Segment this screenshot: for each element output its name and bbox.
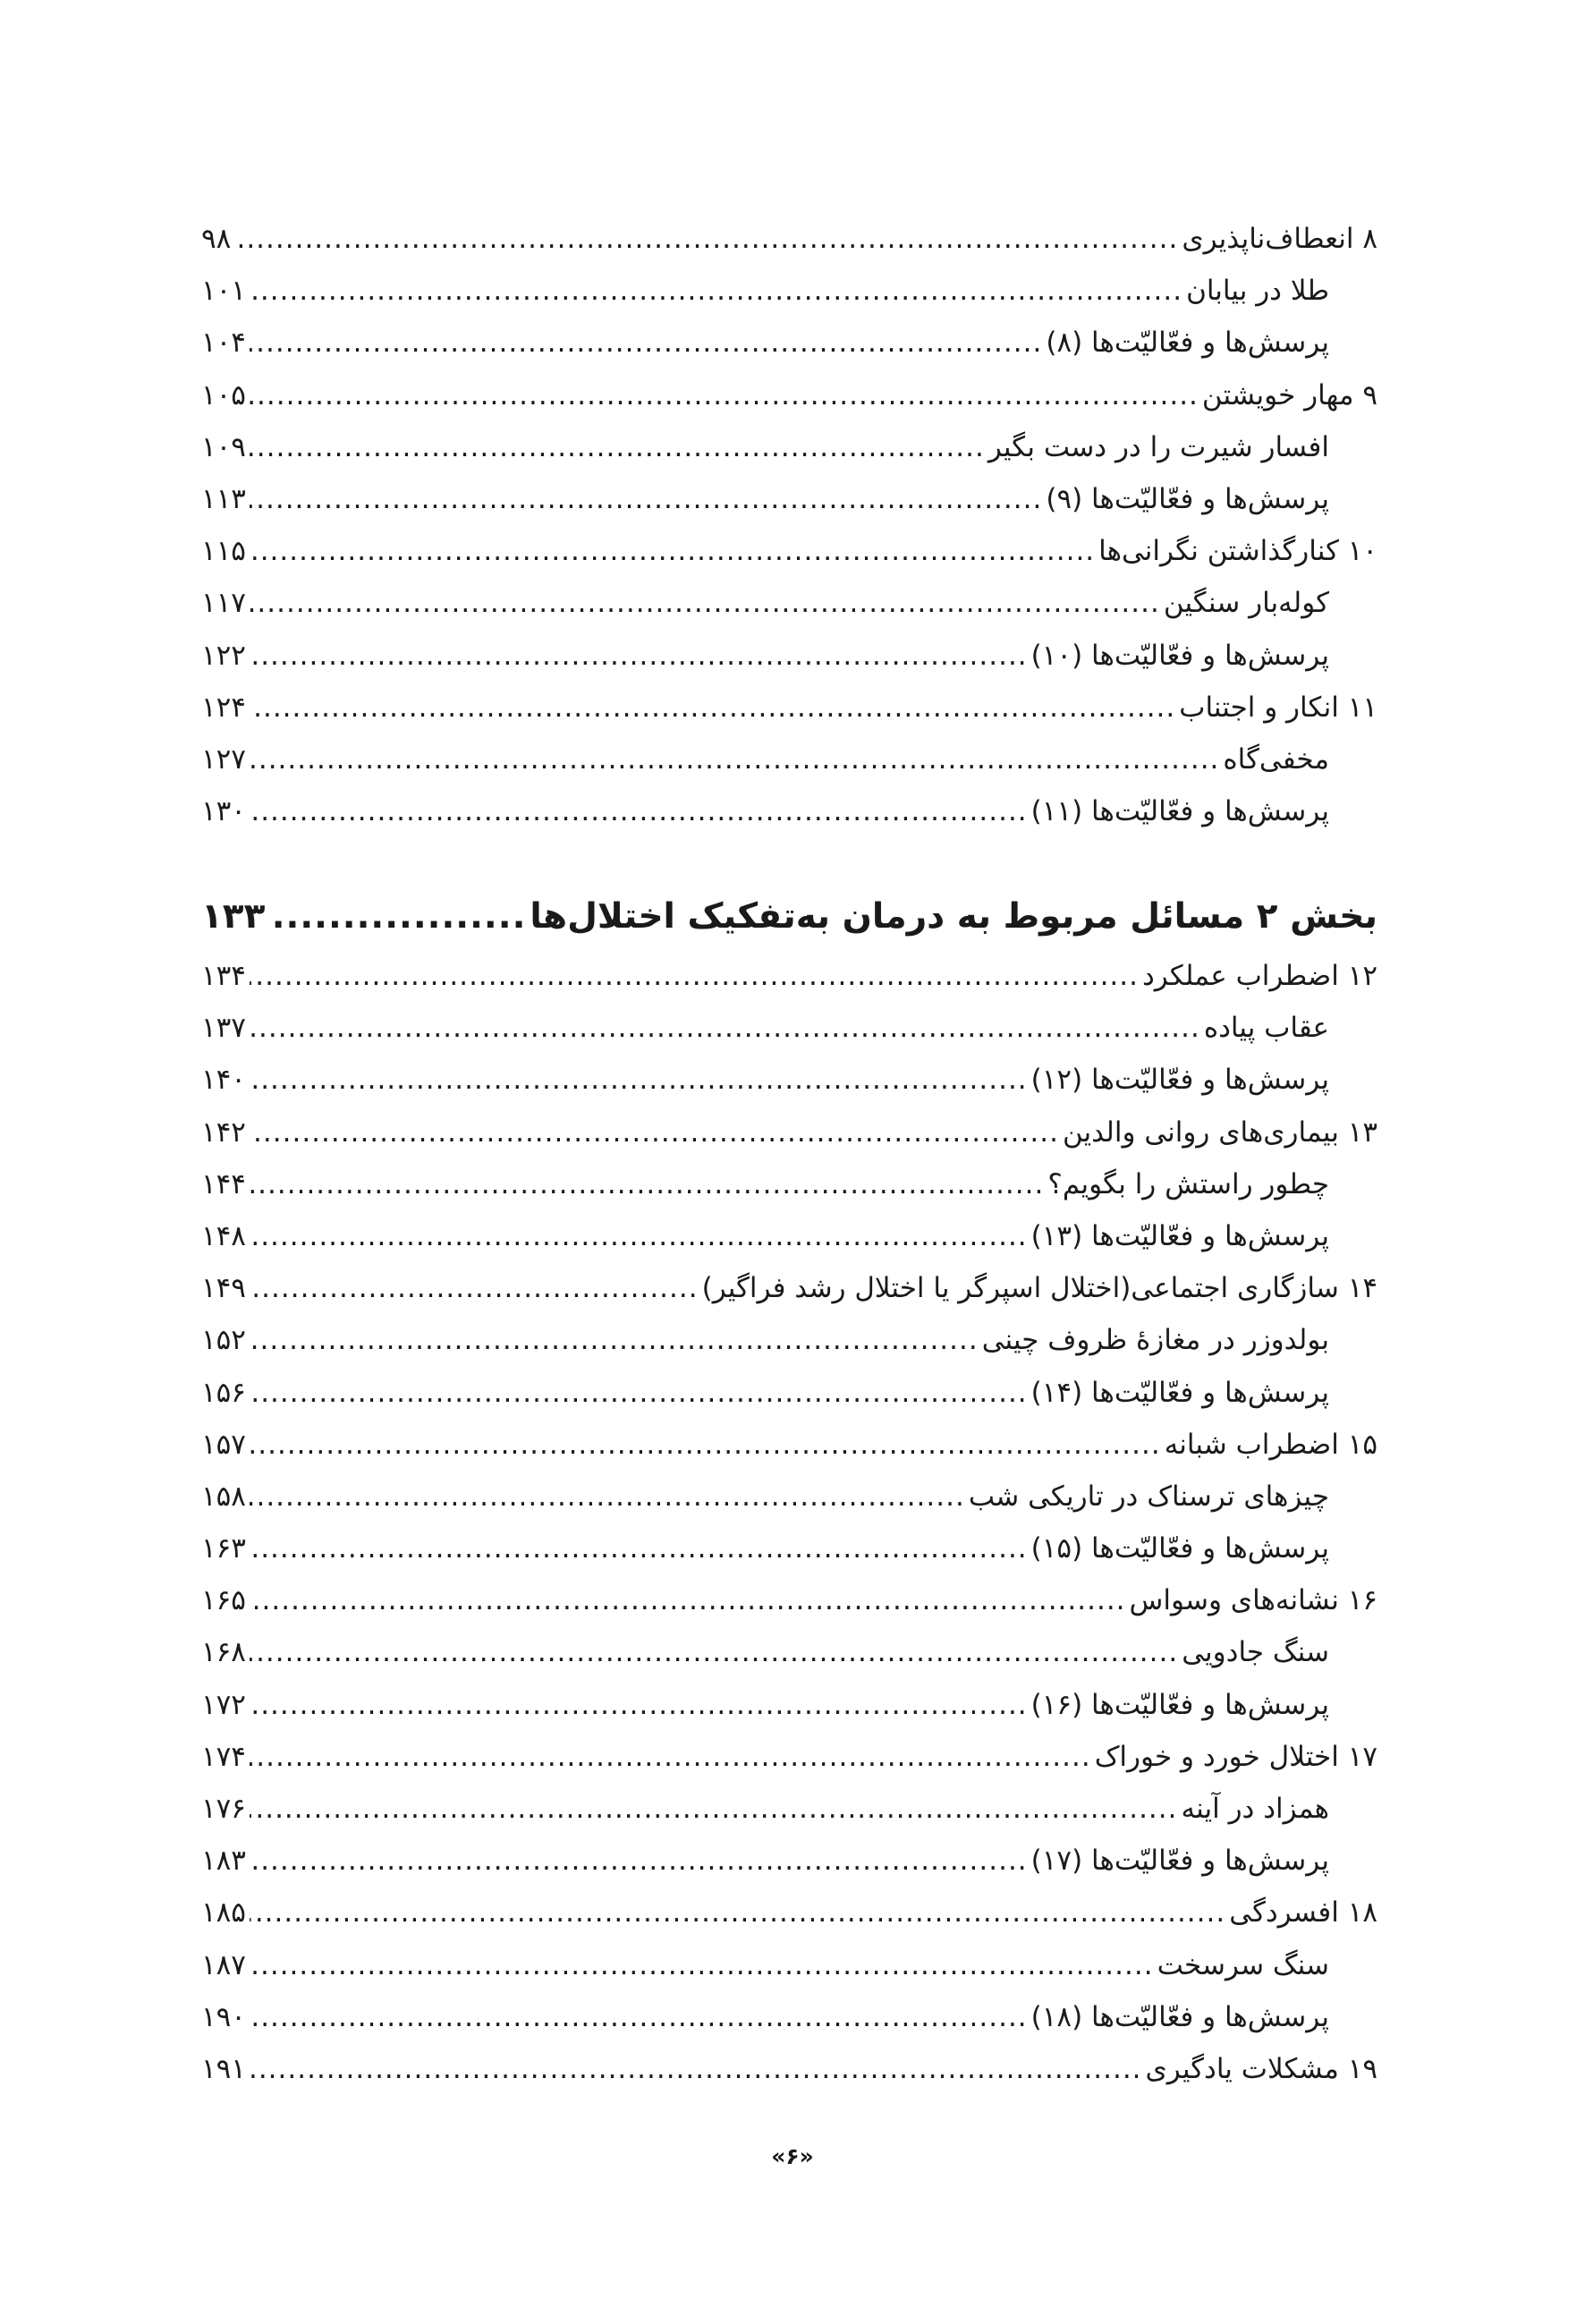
toc-entry-page: ۱۰۹ bbox=[201, 430, 246, 463]
dot-leader bbox=[250, 950, 1139, 1002]
toc-subentry bbox=[201, 1783, 1377, 1835]
toc-entry-page: ۱۸۳ bbox=[201, 1845, 246, 1878]
dot-leader bbox=[250, 265, 1182, 317]
toc-entry-title: عقاب پیاده bbox=[1203, 1012, 1329, 1045]
toc-entry-page: ۱۱۳ bbox=[201, 482, 246, 515]
dot-leader bbox=[250, 1679, 1028, 1731]
toc-subentry bbox=[201, 1054, 1377, 1106]
toc-entry-title: پرسش‌ها و فعّالیّت‌ها (۱۵) bbox=[1030, 1532, 1329, 1565]
toc-entry-title: ۱۸ افسردگی bbox=[1229, 1896, 1377, 1930]
part2-heading bbox=[201, 886, 1377, 948]
page-number: «۶» bbox=[771, 2143, 814, 2169]
toc-chapter-entry bbox=[201, 1419, 1377, 1471]
toc-chapter-entry bbox=[201, 1262, 1377, 1314]
dot-leader bbox=[250, 1991, 1028, 2043]
toc-entry-page: ۱۴۴ bbox=[201, 1167, 246, 1200]
toc-entry-page: ۱۲۷ bbox=[201, 742, 246, 776]
toc-entry-title: ۱۵ اضطراب شبانه bbox=[1164, 1428, 1377, 1461]
dot-leader bbox=[250, 2043, 1142, 2095]
toc-entry-page: ۱۴۲ bbox=[201, 1115, 246, 1149]
toc-entry-page: ۱۳۷ bbox=[201, 1012, 246, 1045]
toc-subentry bbox=[201, 317, 1377, 369]
toc-chapter-entry bbox=[201, 2043, 1377, 2095]
toc-chapter-entry bbox=[201, 369, 1377, 421]
part2-heading-page: ۱۳۳ bbox=[201, 896, 266, 937]
toc-entry-title: پرسش‌ها و فعّالیّت‌ها (۱۶) bbox=[1030, 1688, 1329, 1721]
dot-leader bbox=[250, 1210, 1028, 1262]
toc-entry-title: ۱۰ کنارگذاشتن نگرانی‌ها bbox=[1098, 535, 1377, 568]
toc-entry-page: ۱۷۲ bbox=[201, 1688, 246, 1721]
toc-subentry bbox=[201, 1002, 1377, 1054]
toc-entry-title: ۹ مهار خویشتن bbox=[1201, 378, 1377, 411]
toc-chapter-entry bbox=[201, 1887, 1377, 1938]
toc-chapter-entry bbox=[201, 213, 1377, 265]
toc-entry-page: ۱۸۷ bbox=[201, 1948, 246, 1981]
toc-entry-title: سنگ سرسخت bbox=[1157, 1948, 1329, 1981]
toc-entry-title: پرسش‌ها و فعّالیّت‌ها (۱۷) bbox=[1030, 1845, 1329, 1878]
toc-entry-page: ۱۳۰ bbox=[201, 795, 246, 828]
toc-entry-title: پرسش‌ها و فعّالیّت‌ها (۱۳) bbox=[1030, 1219, 1329, 1252]
toc-subentry bbox=[201, 1210, 1377, 1262]
dot-leader bbox=[250, 1471, 965, 1522]
toc-entry-page: ۱۱۷ bbox=[201, 587, 246, 620]
toc-entry-page: ۱۶۸ bbox=[201, 1636, 246, 1669]
toc-entry-title: پرسش‌ها و فعّالیّت‌ها (۱۰) bbox=[1030, 639, 1329, 672]
toc-entry-title: ۱۷ اختلال خورد و خوراک bbox=[1094, 1740, 1377, 1773]
toc-chapter-entry bbox=[201, 950, 1377, 1002]
dot-leader bbox=[250, 1939, 1154, 1991]
dot-leader bbox=[250, 734, 1219, 785]
dot-leader bbox=[250, 630, 1028, 682]
toc-entry-title: چطور راستش را بگویم؟ bbox=[1047, 1167, 1329, 1200]
dot-leader bbox=[250, 785, 1028, 837]
toc-entry-page: ۱۲۲ bbox=[201, 639, 246, 672]
toc-part2-list bbox=[201, 950, 1377, 2095]
toc-entry-page: ۱۰۱ bbox=[201, 275, 246, 308]
toc-chapter-entry bbox=[201, 1107, 1377, 1158]
toc-entry-page: ۹۸ bbox=[201, 223, 232, 255]
dot-leader bbox=[250, 421, 985, 473]
toc-subentry bbox=[201, 1991, 1377, 2043]
dot-leader bbox=[250, 525, 1095, 577]
toc-chapter-entry bbox=[201, 525, 1377, 577]
toc-entry-title: طلا در بیابان bbox=[1186, 275, 1329, 308]
toc-entry-page: ۱۵۷ bbox=[201, 1428, 246, 1461]
toc-entry-page: ۱۱۵ bbox=[201, 535, 246, 568]
dot-leader bbox=[250, 1419, 1161, 1471]
toc-subentry bbox=[201, 421, 1377, 473]
toc-subentry bbox=[201, 1835, 1377, 1887]
toc-subentry bbox=[201, 1679, 1377, 1731]
toc-subentry bbox=[201, 1471, 1377, 1522]
dot-leader bbox=[268, 886, 526, 948]
toc-entry-page: ۱۵۲ bbox=[201, 1324, 246, 1357]
toc-entry-title: پرسش‌ها و فعّالیّت‌ها (۱۲) bbox=[1030, 1064, 1329, 1097]
toc-subentry bbox=[201, 630, 1377, 682]
toc-entry-title: چیزهای ترسناک در تاریکی شب bbox=[968, 1480, 1329, 1513]
toc-entry-title: سنگ جادویی bbox=[1182, 1636, 1329, 1669]
dot-leader bbox=[250, 473, 1042, 525]
dot-leader bbox=[250, 1262, 699, 1314]
toc-entry-title: ۱۳ بیماری‌های روانی والدین bbox=[1062, 1115, 1377, 1149]
toc-entry-page: ۱۷۶ bbox=[201, 1793, 246, 1825]
dot-leader bbox=[250, 1783, 1178, 1835]
toc-entry-title: ۱۱ انکار و اجتناب bbox=[1179, 691, 1377, 724]
dot-leader bbox=[250, 317, 1042, 369]
toc-chapter-entry bbox=[201, 1731, 1377, 1783]
part2-heading-title: بخش ۲ مسائل مربوط به درمان به‌تفکیک اختلال‌ها bbox=[530, 896, 1377, 937]
toc-subentry bbox=[201, 1158, 1377, 1210]
toc-subentry bbox=[201, 577, 1377, 629]
toc-entry-page: ۱۰۵ bbox=[201, 378, 246, 411]
toc-entry-title: همزاد در آینه bbox=[1181, 1793, 1329, 1825]
dot-leader bbox=[250, 1314, 979, 1366]
toc-entry-page: ۱۶۳ bbox=[201, 1532, 246, 1565]
toc-entry-page: ۱۴۰ bbox=[201, 1064, 246, 1097]
toc-entry-page: ۱۸۵ bbox=[201, 1896, 246, 1930]
toc-subentry bbox=[201, 734, 1377, 785]
toc-entry-title: پرسش‌ها و فعّالیّت‌ها (۱۸) bbox=[1030, 2000, 1329, 2033]
toc-subentry bbox=[201, 473, 1377, 525]
toc-entry-page: ۱۵۶ bbox=[201, 1376, 246, 1409]
toc-entry-page: ۱۶۵ bbox=[201, 1584, 246, 1617]
toc-entry-title: کوله‌بار سنگین bbox=[1163, 587, 1329, 620]
toc-entry-title: ۱۶ نشانه‌های وسواس bbox=[1129, 1584, 1377, 1617]
dot-leader bbox=[250, 369, 1199, 421]
toc-entry-page: ۱۵۸ bbox=[201, 1480, 246, 1513]
toc-entry-page: ۱۴۸ bbox=[201, 1219, 246, 1252]
toc-subentry bbox=[201, 1626, 1377, 1678]
toc-entry-page: ۱۴۹ bbox=[201, 1272, 246, 1305]
dot-leader bbox=[250, 577, 1160, 629]
toc-entry-title: پرسش‌ها و فعّالیّت‌ها (۱۴) bbox=[1030, 1376, 1329, 1409]
dot-leader bbox=[250, 1522, 1028, 1574]
toc-subentry bbox=[201, 265, 1377, 317]
dot-leader bbox=[250, 1054, 1028, 1106]
toc-entry-title: پرسش‌ها و فعّالیّت‌ها (۹) bbox=[1046, 482, 1329, 515]
toc-continued-list bbox=[201, 213, 1377, 837]
dot-leader bbox=[250, 1002, 1200, 1054]
toc-entry-title: افسار شیرت را در دست بگیر bbox=[987, 430, 1329, 463]
dot-leader bbox=[234, 213, 1178, 265]
toc-entry-title: ۸ انعطاف‌ناپذیری bbox=[1182, 223, 1377, 255]
toc-entry-title: پرسش‌ها و فعّالیّت‌ها (۱۱) bbox=[1030, 795, 1329, 828]
dot-leader bbox=[250, 1626, 1178, 1678]
dot-leader bbox=[250, 1158, 1044, 1210]
dot-leader bbox=[250, 1574, 1126, 1626]
dot-leader bbox=[250, 682, 1175, 734]
dot-leader bbox=[250, 1107, 1059, 1158]
toc-entry-page: ۱۲۴ bbox=[201, 691, 246, 724]
toc-chapter-entry bbox=[201, 1574, 1377, 1626]
toc-chapter-entry bbox=[201, 682, 1377, 734]
toc-entry-page: ۱۳۴ bbox=[201, 960, 246, 992]
toc-entry-page: ۱۰۴ bbox=[201, 327, 246, 360]
toc-entry-title: ۱۴ سازگاری اجتماعی(اختلال اسپرگر یا اختلال رشد فراگیر) bbox=[701, 1272, 1377, 1305]
toc-subentry bbox=[201, 1367, 1377, 1419]
toc-subentry bbox=[201, 1522, 1377, 1574]
toc-entry-title: ۱۹ مشکلات یادگیری bbox=[1145, 2052, 1377, 2085]
toc-entry-page: ۱۷۴ bbox=[201, 1740, 246, 1773]
dot-leader bbox=[250, 1367, 1028, 1419]
toc-entry-title: پرسش‌ها و فعّالیّت‌ها (۸) bbox=[1046, 327, 1329, 360]
toc-entry-page: ۱۹۰ bbox=[201, 2000, 246, 2033]
toc-entry-title: مخفی‌گاه bbox=[1223, 742, 1329, 776]
toc-part2 bbox=[201, 886, 1377, 2095]
toc-subentry bbox=[201, 1314, 1377, 1366]
toc-entry-page: ۱۹۱ bbox=[201, 2052, 246, 2085]
toc-subentry bbox=[201, 785, 1377, 837]
toc-subentry bbox=[201, 1939, 1377, 1991]
toc-entry-title: بولدوزر در مغازهٔ ظروف چینی bbox=[981, 1324, 1329, 1357]
dot-leader bbox=[250, 1731, 1091, 1783]
toc-entry-title: ۱۲ اضطراب عملکرد bbox=[1142, 960, 1377, 992]
dot-leader bbox=[250, 1887, 1225, 1938]
dot-leader bbox=[250, 1835, 1028, 1887]
